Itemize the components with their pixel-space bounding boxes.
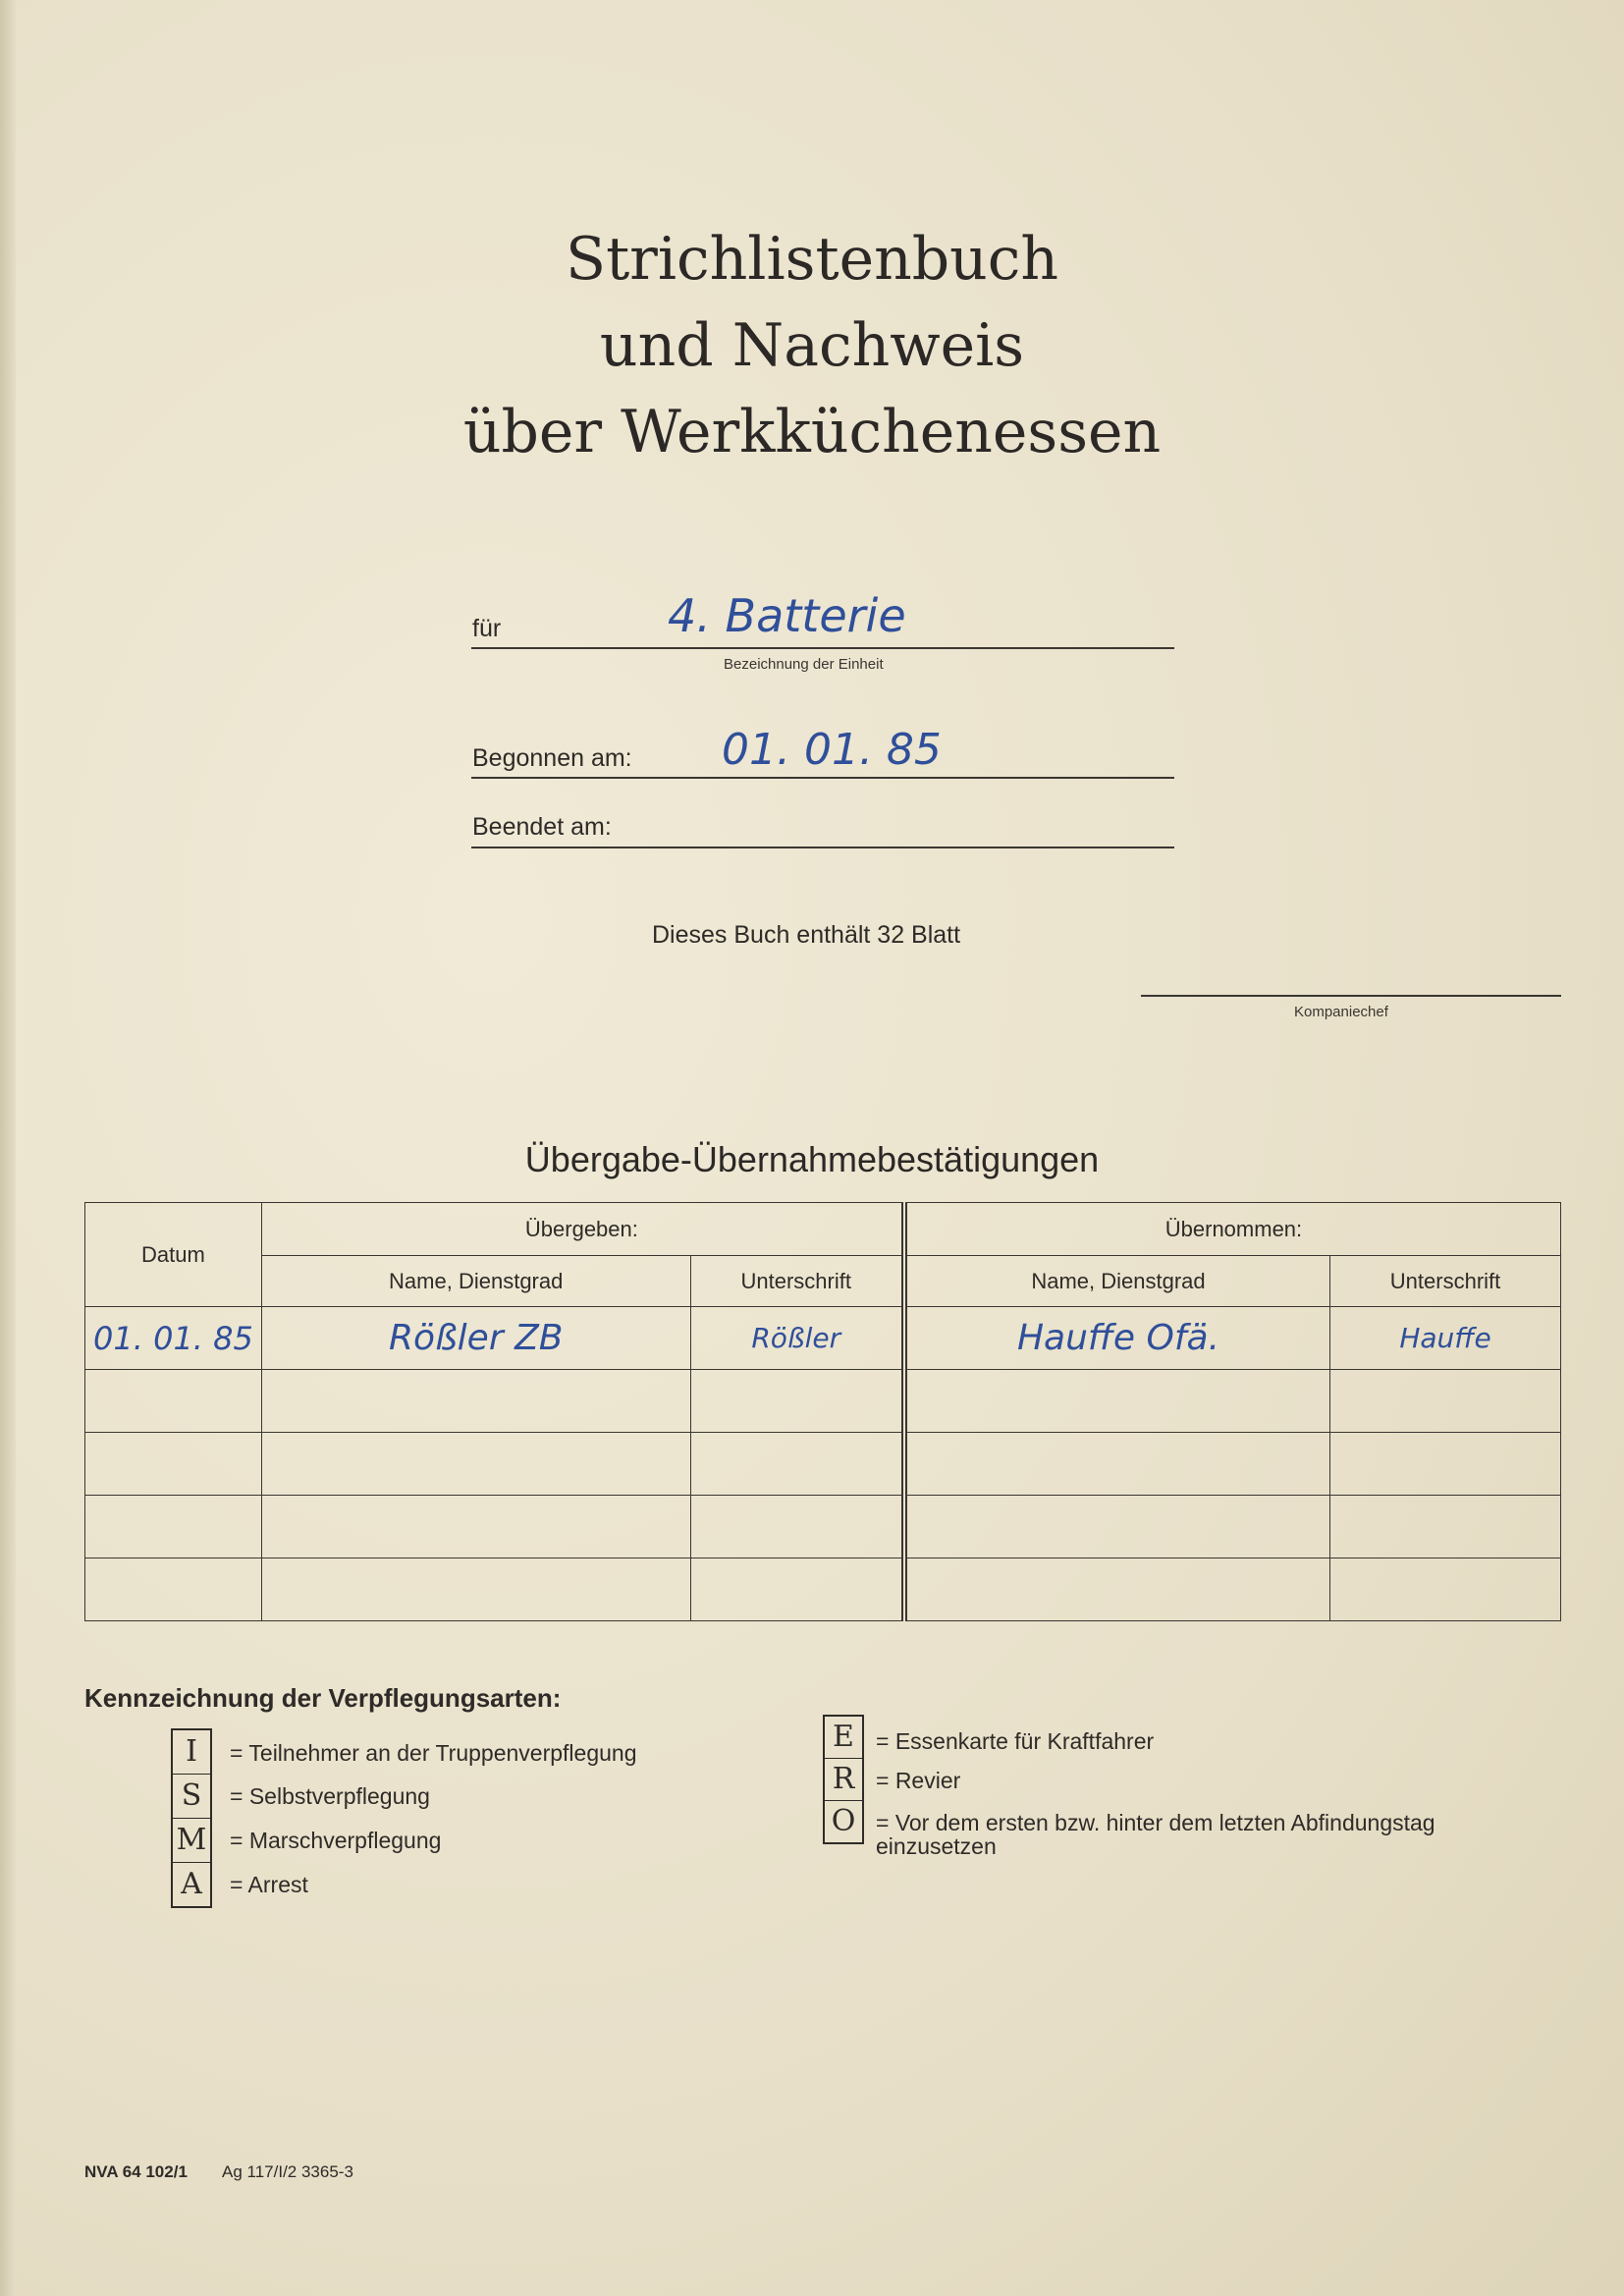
row-given-signature[interactable] bbox=[690, 1558, 904, 1621]
legend-code: E bbox=[825, 1717, 862, 1759]
legend-code: R bbox=[825, 1759, 862, 1801]
title-line-1: Strichlistenbuch bbox=[565, 225, 1059, 294]
signature-line bbox=[1141, 995, 1561, 997]
col-date-header: Datum bbox=[85, 1203, 262, 1307]
given-name-header: Name, Dienstgrad bbox=[261, 1256, 690, 1307]
group-given-header: Übergeben: bbox=[261, 1203, 904, 1256]
legend-right-codes bbox=[823, 1715, 864, 1844]
ended-underline bbox=[471, 847, 1174, 848]
row-taken-name[interactable] bbox=[904, 1558, 1330, 1621]
row-date[interactable] bbox=[85, 1496, 262, 1558]
form-id: NVA 64 102/1 bbox=[84, 2162, 188, 2181]
begun-value[interactable]: 01. 01. 85 bbox=[722, 725, 942, 775]
handover-table bbox=[84, 1202, 1561, 1621]
row-given-signature[interactable] bbox=[690, 1496, 904, 1558]
legend-text: = Vor dem ersten bzw. hinter dem letzten Abfindungstag einzusetzen bbox=[876, 1810, 1435, 1859]
legend-text: = Arrest bbox=[230, 1872, 308, 1897]
row-taken-signature[interactable]: Hauffe bbox=[1330, 1307, 1561, 1370]
row-date[interactable]: 01. 01. 85 bbox=[85, 1307, 262, 1370]
table-row bbox=[85, 1496, 1561, 1558]
signature-caption: Kompaniechef bbox=[1294, 1004, 1388, 1020]
table-row bbox=[85, 1433, 1561, 1496]
handover-heading: Übergabe-Übernahmebestätigungen bbox=[524, 1139, 1100, 1179]
legend-text: = Marschverpflegung bbox=[230, 1828, 442, 1853]
row-taken-name[interactable] bbox=[904, 1370, 1330, 1433]
legend-text: = Revier bbox=[876, 1768, 961, 1793]
row-given-signature[interactable]: Rößler bbox=[690, 1307, 904, 1370]
legend-text: = Essenkarte für Kraftfahrer bbox=[876, 1728, 1155, 1754]
title-line-2: und Nachweis bbox=[599, 311, 1025, 380]
row-taken-signature[interactable] bbox=[1330, 1496, 1561, 1558]
unit-label: für bbox=[472, 615, 502, 642]
row-given-name[interactable] bbox=[261, 1496, 690, 1558]
row-taken-signature[interactable] bbox=[1330, 1370, 1561, 1433]
row-given-name[interactable] bbox=[261, 1370, 690, 1433]
taken-signature-header: Unterschrift bbox=[1330, 1256, 1561, 1307]
legend-code: I bbox=[173, 1730, 210, 1775]
row-given-signature[interactable] bbox=[690, 1370, 904, 1433]
taken-name-header: Name, Dienstgrad bbox=[904, 1256, 1330, 1307]
title-line-3: über Werkküchenessen bbox=[462, 398, 1162, 466]
given-signature-header: Unterschrift bbox=[690, 1256, 904, 1307]
ended-label: Beendet am: bbox=[472, 813, 612, 841]
begun-label: Begonnen am: bbox=[472, 744, 632, 772]
document-title bbox=[0, 216, 1624, 475]
table-row bbox=[85, 1307, 1561, 1370]
row-given-name[interactable] bbox=[261, 1558, 690, 1621]
group-taken-header: Übernommen: bbox=[904, 1203, 1561, 1256]
legend-code: O bbox=[831, 1804, 856, 1838]
print-code: Ag 117/I/2 3365-3 bbox=[222, 2162, 353, 2181]
row-taken-signature[interactable] bbox=[1330, 1558, 1561, 1621]
unit-caption: Bezeichnung der Einheit bbox=[724, 656, 884, 673]
begun-underline bbox=[471, 777, 1174, 779]
legend-left-codes bbox=[171, 1728, 212, 1908]
row-taken-name[interactable]: Hauffe Ofä. bbox=[904, 1307, 1330, 1370]
row-date[interactable] bbox=[85, 1433, 262, 1496]
legend-code: M bbox=[173, 1819, 210, 1863]
legend-code: A bbox=[181, 1867, 202, 1901]
unit-underline bbox=[471, 647, 1174, 649]
row-date[interactable] bbox=[85, 1370, 262, 1433]
row-taken-name[interactable] bbox=[904, 1433, 1330, 1496]
row-given-name[interactable] bbox=[261, 1433, 690, 1496]
row-taken-signature[interactable] bbox=[1330, 1433, 1561, 1496]
row-date[interactable] bbox=[85, 1558, 262, 1621]
legend-code: S bbox=[173, 1775, 210, 1819]
legend-text: = Teilnehmer an der Truppenverpflegung bbox=[230, 1740, 637, 1766]
table-row bbox=[85, 1558, 1561, 1621]
legend-heading: Kennzeichnung der Verpflegungsarten: bbox=[84, 1683, 562, 1713]
row-taken-name[interactable] bbox=[904, 1496, 1330, 1558]
legend-text: = Selbstverpflegung bbox=[230, 1783, 430, 1809]
table-row bbox=[85, 1370, 1561, 1433]
book-count-text: Dieses Buch enthält 32 Blatt bbox=[652, 921, 961, 949]
unit-value[interactable]: 4. Batterie bbox=[668, 589, 906, 642]
row-given-signature[interactable] bbox=[690, 1433, 904, 1496]
row-given-name[interactable]: Rößler ZB bbox=[261, 1307, 690, 1370]
